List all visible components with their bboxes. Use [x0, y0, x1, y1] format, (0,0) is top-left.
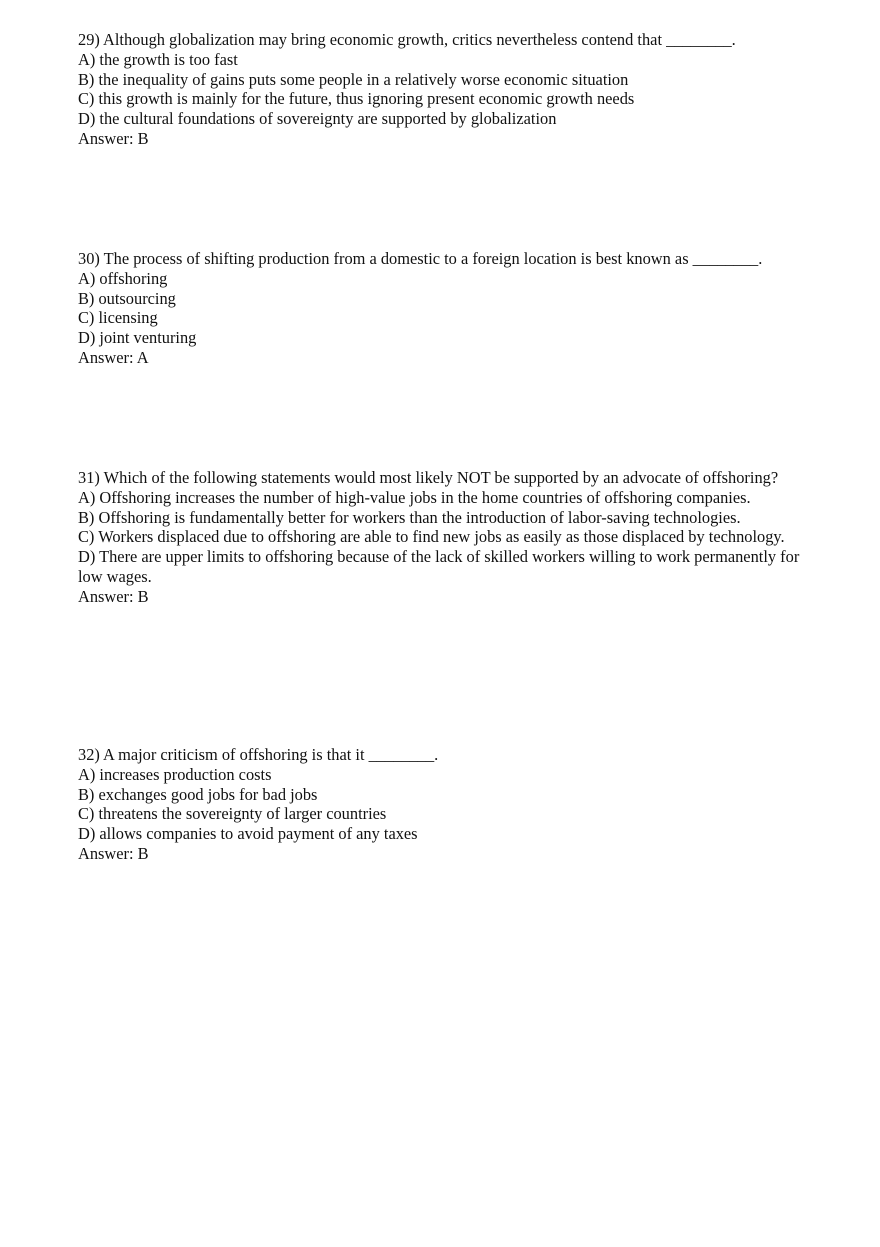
option-a: A) the growth is too fast — [78, 49, 238, 69]
option-d: D) the cultural foundations of sovereignty are supported by globalization — [78, 109, 557, 129]
question-stem: 29) Although globalization may bring economic growth, critics nevertheless contend that ________. — [78, 30, 736, 49]
answer: Answer: B — [78, 586, 149, 606]
option-b: B) exchanges good jobs for bad jobs — [78, 784, 318, 804]
answer: Answer: B — [78, 843, 149, 863]
question-30 — [78, 249, 808, 368]
option-a: A) Offshoring increases the number of high-value jobs in the home countries of offshoring companies. — [78, 487, 751, 507]
question-stem: 30) The process of shifting production from a domestic to a foreign location is best known as ________. — [78, 249, 763, 268]
question-stem: 32) A major criticism of offshoring is that it ________. — [78, 745, 439, 764]
option-c: C) Workers displaced due to offshoring are able to find new jobs as easily as those displaced by technology. — [78, 527, 785, 547]
answer: Answer: A — [78, 347, 149, 367]
option-d: D) There are upper limits to offshoring because of the lack of skilled workers willing to work permanently for low wages. — [78, 547, 800, 586]
option-c: C) this growth is mainly for the future, thus ignoring present economic growth needs — [78, 89, 635, 109]
option-d: D) joint venturing — [78, 328, 197, 348]
option-a: A) offshoring — [78, 268, 168, 288]
question-stem: 31) Which of the following statements would most likely NOT be supported by an advocate of offshoring? — [78, 468, 779, 487]
option-b: B) Offshoring is fundamentally better for workers than the introduction of labor-saving technologies. — [78, 507, 741, 527]
option-b: B) outsourcing — [78, 288, 176, 308]
option-c: C) threatens the sovereignty of larger countries — [78, 804, 387, 824]
question-31 — [78, 468, 808, 607]
option-b: B) the inequality of gains puts some people in a relatively worse economic situation — [78, 69, 629, 89]
answer: Answer: B — [78, 128, 149, 148]
question-29 — [78, 30, 808, 149]
question-32 — [78, 745, 808, 864]
option-a: A) increases production costs — [78, 764, 272, 784]
option-d: D) allows companies to avoid payment of any taxes — [78, 824, 418, 844]
option-c: C) licensing — [78, 308, 158, 328]
